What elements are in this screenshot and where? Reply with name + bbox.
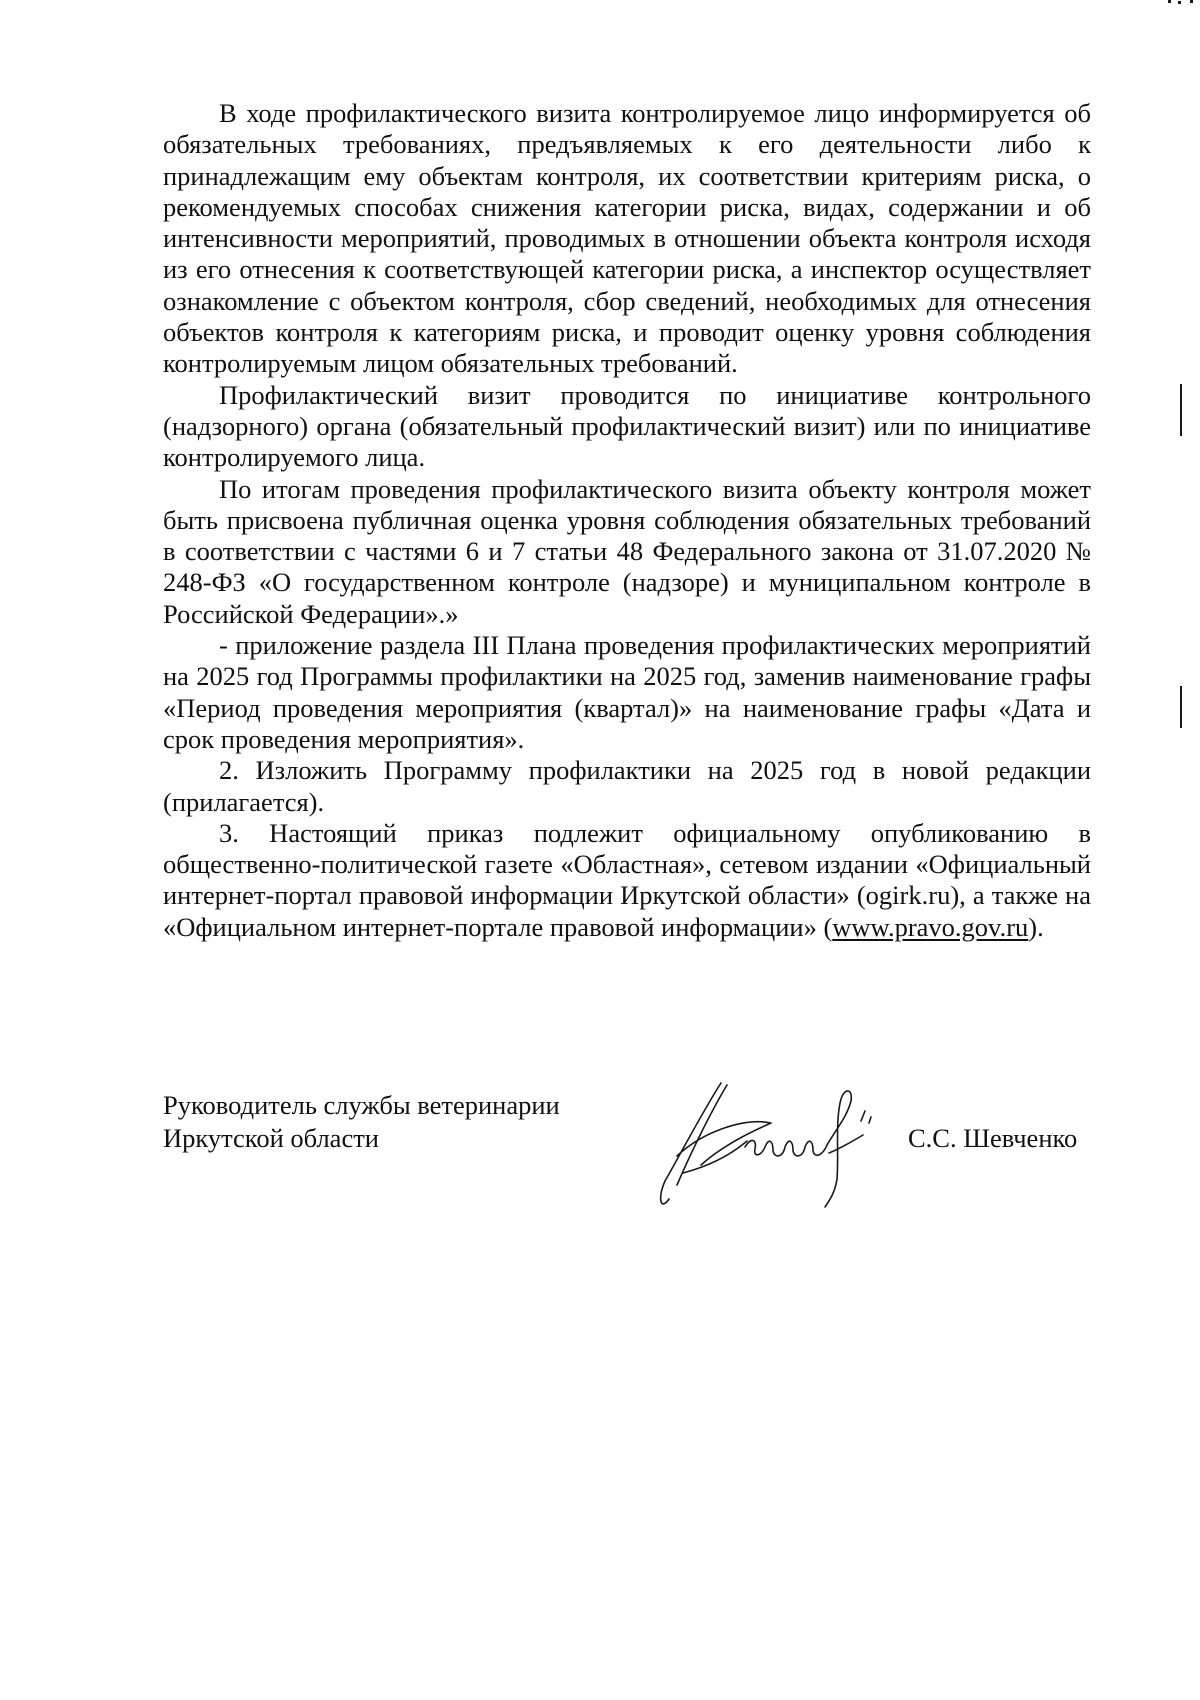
signer-position [163, 1089, 560, 1155]
paragraph-public-assessment: По итогам проведения профилактического визита объекту контроля может быть присвоена публичная оценка уровня соблюдения обязательных требований в соответствии с частями 6 и 7 статьи 48 Федерального закона от 31.07.2020 № 248-ФЗ «О государственном контроле (надзоре) и муниципальном контроле в Российской Федерации».» [163, 473, 1091, 629]
scan-corner-mark [1178, 1, 1181, 4]
paragraph-visit-initiative: Профилактический визит проводится по инициативе контрольного (надзорного) органа (обязательный профилактический визит) или по инициативе контролируемого лица. [163, 379, 1091, 473]
pravo-gov-link[interactable]: www.pravo.gov.ru [832, 911, 1029, 942]
paragraph-plan-appendix-change: - приложение раздела III Плана проведения профилактических мероприятий на 2025 год Программы профилактики на 2025 год, заменив наименование графы «Период проведения мероприятия (квартал)» на наименование графы «Дата и срок проведения мероприятия». [163, 630, 1091, 754]
scan-edge-mark [1180, 384, 1182, 436]
signer-position-line-1: Руководитель службы ветеринарии [163, 1090, 560, 1120]
scan-corner-mark [1190, 0, 1193, 3]
signature-block [163, 1089, 1091, 1229]
signer-name: С.С. Шевченко [908, 1123, 1078, 1153]
paragraph-item-3 [163, 818, 1091, 943]
document-body [163, 98, 1091, 943]
paragraph-item-3-text: 3. Настоящий приказ подлежит официальному опубликованию в общественно-политической газете «Областная», сетевом издании «Официальный интернет-портал правовой информации Иркутской области» (ogirk.ru), а также на «Официальном интернет-портале правовой информации» ( [163, 817, 1091, 942]
handwritten-signature [643, 1061, 913, 1231]
paragraph-profilactic-visit-info: В ходе профилактического визита контролируемое лицо информируется об обязательных требованиях, предъявляемых к его деятельности либо к принадлежащим ему объектам контроля, их соответствии критериям риска, о рекомендуемых способах снижения категории риска, видах, содержании и об интенсивности мероприятий, проводимых в отношении объекта контроля исходя из его отнесения к соответствующей категории риска, а инспектор осуществляет ознакомление с объектом контроля, сбор сведений, необходимых для отнесения объектов контроля к категориям риска, и проводит оценку уровня соблюдения контролируемым лицом обязательных требований. [163, 98, 1091, 379]
scan-corner-mark [1168, 0, 1171, 3]
paragraph-item-2: 2. Изложить Программу профилактики на 2025 год в новой редакции (прилагается). [163, 755, 1091, 817]
signer-position-line-2: Иркутской области [163, 1123, 379, 1153]
paragraph-item-3-closing: ). [1028, 911, 1044, 942]
scan-edge-mark [1180, 686, 1182, 728]
